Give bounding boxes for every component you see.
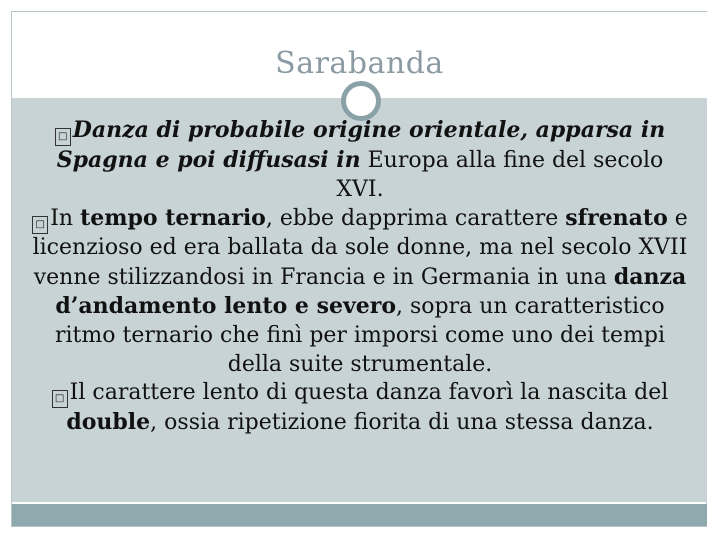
bullet-icon: □ — [52, 390, 68, 408]
circle-ornament-icon — [341, 81, 381, 121]
text-run: Europa alla fine del secolo XVI. — [336, 148, 664, 202]
text-run: , ebbe dapprima carattere — [265, 206, 566, 232]
text-run: , sopra un caratteristico ritmo ternario che finì per imporsi come uno dei tempi della suite strumentale. — [55, 294, 665, 377]
footer-bar — [12, 504, 707, 526]
bullet-icon: □ — [32, 216, 48, 234]
text-run: sfrenato — [565, 205, 668, 232]
paragraph-3 — [30, 379, 690, 438]
text-run: In — [50, 206, 81, 232]
text-run: Danza di probabile origine orientale, apparsa in Spagna e poi diffusasi in — [56, 117, 666, 173]
paragraph-2 — [30, 204, 690, 379]
text-run: double — [66, 409, 151, 436]
paragraph-1 — [30, 116, 690, 204]
text-run: e licenzioso ed era ballata da sole donne, ma nel secolo XVII venne stilizzandosi in Francia e in Germania in una — [32, 206, 688, 290]
bullet-icon: □ — [55, 128, 71, 146]
text-run: tempo ternario — [80, 205, 266, 232]
slide-title: Sarabanda — [275, 46, 444, 81]
text-run: Il carattere lento di questa danza favorì la nascita del — [69, 380, 669, 406]
text-run: , ossia ripetizione fiorita di una stessa danza. — [150, 410, 654, 436]
text-run: danza d’andamento lento e severo — [55, 263, 687, 320]
slide-body — [30, 116, 690, 438]
